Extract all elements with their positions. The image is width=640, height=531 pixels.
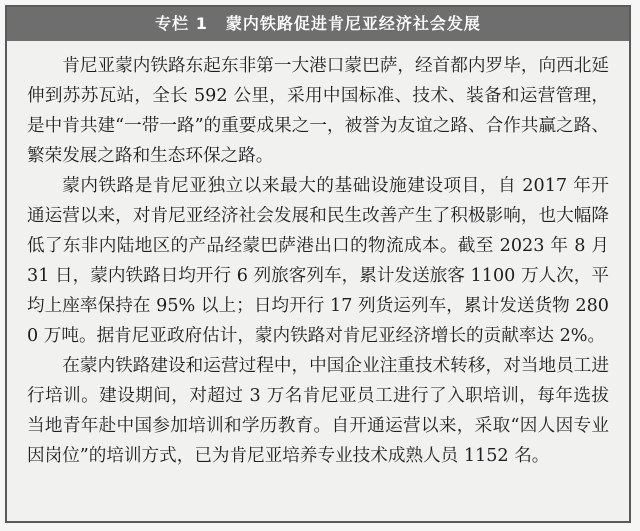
paragraph-3: 在蒙内铁路建设和运营过程中，中国企业注重技术转移，对当地员工进行培训。建设期间，对超过 3 万名肯尼亚员工进行了入职培训，每年选拔当地青年赴中国参加培训和学历教育。自开通运营以来，采取“因人因专业因岗位”的培训方式，已为肯尼亚培养专业技术成熟人员 1152 名。 — [27, 356, 609, 466]
column-title: 蒙内铁路促进肯尼亚经济社会发展 — [225, 14, 481, 33]
column-number: 专栏 1 — [155, 14, 208, 33]
paragraph-1: 肯尼亚蒙内铁路东起东非第一大港口蒙巴萨，经首都内罗毕，向西北延伸到苏苏瓦站，全长 592 公里，采用中国标准、技术、装备和运营管理，是中肯共建“一带一路”的重要成果之一，被誉为友谊之路、合作共赢之路、繁荣发展之路和生态环保之路。 — [27, 56, 609, 166]
column-title-bar — [7, 7, 629, 41]
column-body — [7, 41, 629, 471]
column-box — [5, 5, 631, 523]
paragraph-2: 蒙内铁路是肯尼亚独立以来最大的基础设施建设项目，自 2017 年开通运营以来，对肯尼亚经济社会发展和民生改善产生了积极影响，也大幅降低了东非内陆地区的产品经蒙巴萨港出口的物流成本。截至 2023 年 8 月 31 日，蒙内铁路日均开行 6 列旅客列车，累计发送旅客 1100 万人次，平均上座率保持在 95% 以上；日均开行 17 列货运列车，累计发送货物 2800 万吨。据肯尼亚政府估计，蒙内铁路对肯尼亚经济增长的贡献率达 2%。 — [27, 176, 609, 346]
